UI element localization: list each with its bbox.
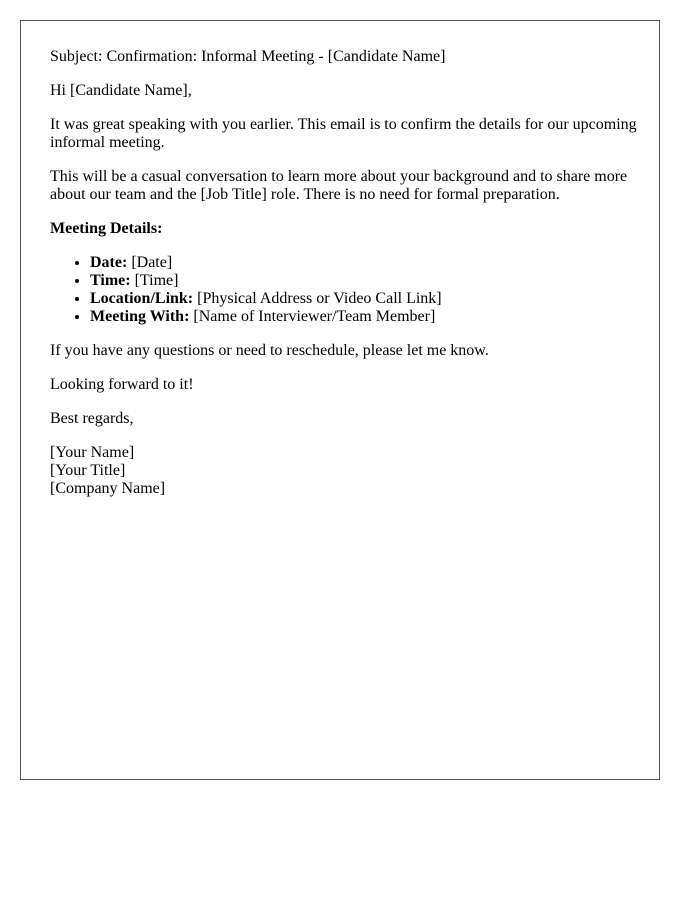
email-subject: Subject: Confirmation: Informal Meeting - [Candidate Name]: [50, 48, 446, 65]
email-paragraph-closing-line: Looking forward to it!: [50, 376, 194, 393]
signature-name: [Your Name]: [50, 444, 135, 461]
email-greeting: Hi [Candidate Name],: [50, 82, 192, 99]
signature-company: [Company Name]: [50, 480, 166, 497]
letter-content: [50, 48, 640, 498]
detail-label: Location/Link:: [90, 290, 194, 307]
meeting-details-list: [50, 254, 640, 326]
detail-label: Date:: [90, 254, 128, 271]
meeting-detail-location: [90, 290, 640, 308]
email-paragraph-questions: If you have any questions or need to reschedule, please let me know.: [50, 342, 489, 359]
detail-value: [Physical Address or Video Call Link]: [193, 290, 442, 307]
detail-value: [Date]: [127, 254, 173, 271]
detail-value: [Time]: [130, 272, 179, 289]
signature-title: [Your Title]: [50, 462, 126, 479]
detail-label: Time:: [90, 272, 131, 289]
email-paragraph-intro: It was great speaking with you earlier. This email is to confirm the details for our upcoming informal meeting.: [50, 116, 637, 151]
meeting-detail-with: [90, 308, 640, 326]
email-paragraph-context: This will be a casual conversation to learn more about your background and to share more about our team and the [Job Title] role. There is no need for formal preparation.: [50, 168, 628, 203]
meeting-details-heading: Meeting Details:: [50, 220, 163, 237]
signature-block: [50, 444, 640, 498]
meeting-detail-date: [90, 254, 640, 272]
email-closing: Best regards,: [50, 410, 134, 427]
meeting-detail-time: [90, 272, 640, 290]
detail-label: Meeting With:: [90, 308, 190, 325]
letter-frame: [20, 20, 660, 780]
detail-value: [Name of Interviewer/Team Member]: [189, 308, 436, 325]
